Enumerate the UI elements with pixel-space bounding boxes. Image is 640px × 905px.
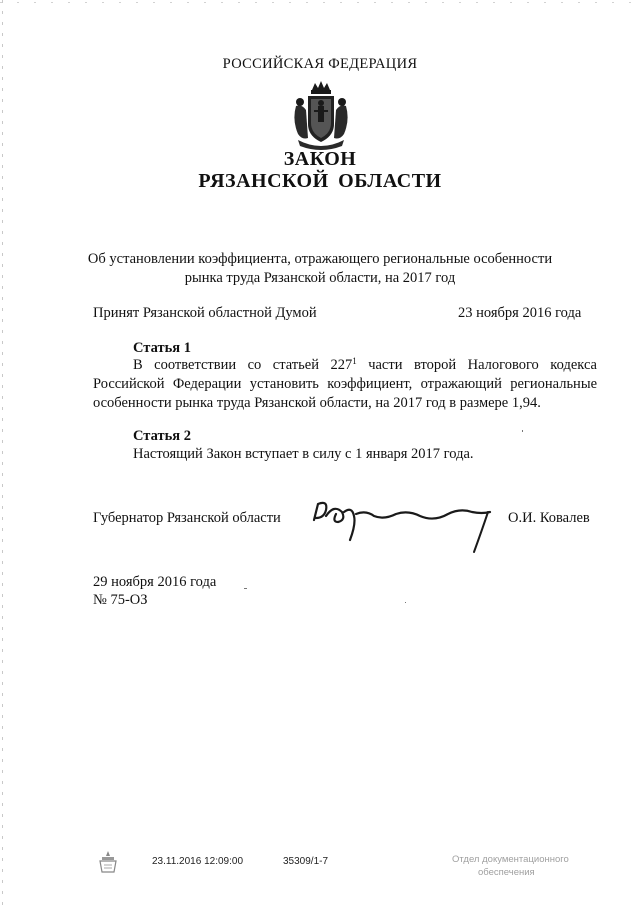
adopted-by: Принят Рязанской областной Думой [93, 305, 317, 321]
footer-faded-line-2: обеспечения [478, 867, 535, 878]
article-2-line-1: Настоящий Закон вступает в силу с 1 января 2017 года. [133, 446, 474, 462]
footer-timestamp: 23.11.2016 12:09:00 [152, 856, 244, 867]
doc-type-title: ЗАКОН [283, 148, 357, 170]
issue-date: 29 ноября 2016 года [93, 574, 217, 590]
law-number: № 75-ОЗ [93, 592, 148, 608]
scan-speck [244, 588, 247, 589]
region-title: РЯЗАНСКОЙ ОБЛАСТИ [198, 170, 442, 192]
article-1-line-3: особенности рынка труда Рязанской области, на 2017 год в размере 1,94. [93, 395, 541, 411]
governor-name: О.И. Ковалев [508, 510, 590, 526]
article-2-heading: Статья 2 [133, 428, 191, 444]
article-1-line-1: В соответствии со статьей $227^1$ части второй Налогового кодекса [133, 356, 597, 373]
adopted-date: 23 ноября 2016 года [458, 305, 582, 321]
footer-faded-line-1: Отдел документационного [452, 854, 569, 865]
registration-stamp-icon [94, 848, 122, 876]
subject-line-1: Об установлении коэффициента, отражающего региональные особенности [87, 251, 553, 267]
article-1-line-2: Российской Федерации установить коэффициент, отражающий региональные [93, 376, 597, 392]
scan-edge-left [2, 0, 3, 905]
governor-position: Губернатор Рязанской области [93, 510, 281, 526]
scan-speck [405, 602, 406, 603]
subject-line-2: рынка труда Рязанской области, на 2017 год [184, 270, 456, 286]
footer-code: 35309/1-7 [283, 856, 329, 867]
scan-edge-top [0, 2, 640, 3]
ryazan-coat-of-arms-icon [288, 80, 354, 152]
scan-speck [522, 430, 523, 432]
article-1-heading: Статья 1 [133, 340, 191, 356]
handwritten-signature-icon [304, 490, 504, 560]
country-title: РОССИЙСКАЯ ФЕДЕРАЦИЯ [222, 56, 418, 72]
